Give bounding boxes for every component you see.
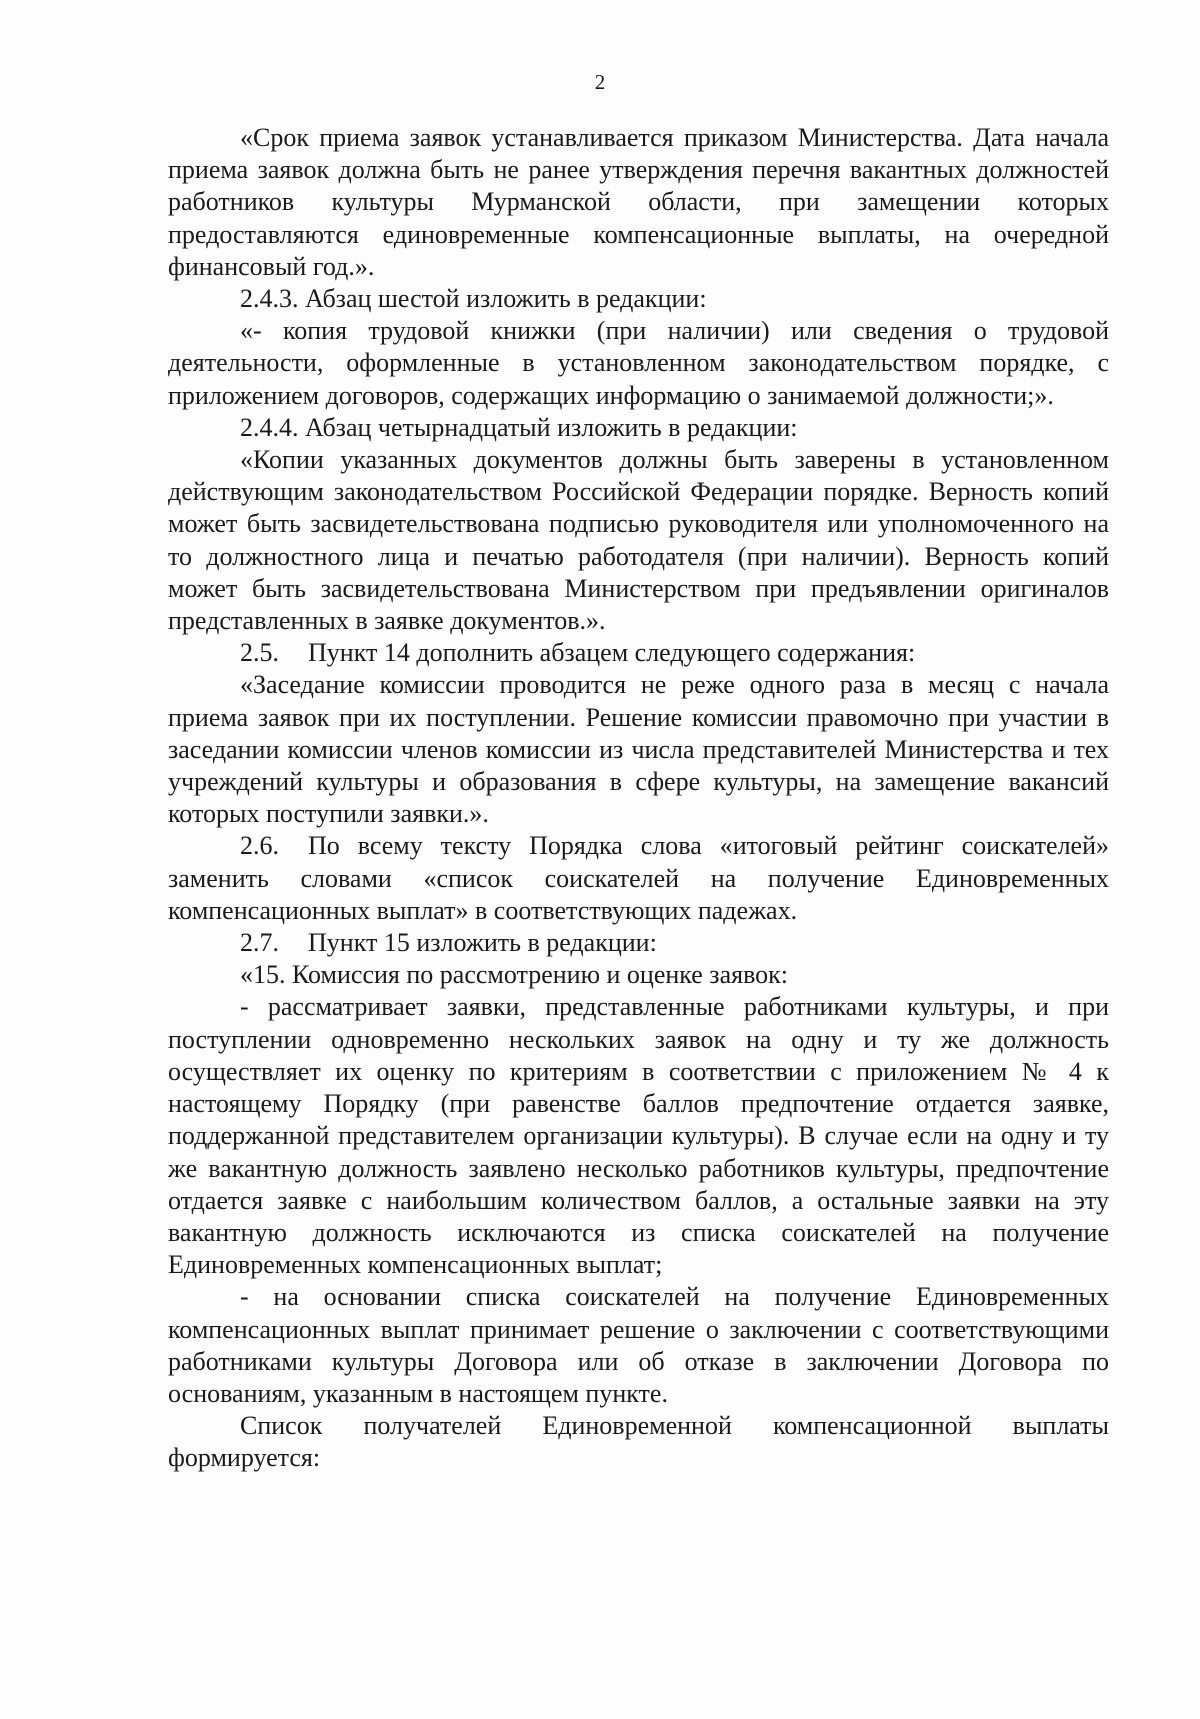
paragraph-2-7: 2.7. Пункт 15 изложить в редакции: xyxy=(168,927,1109,959)
paragraph-commission-meeting: «Заседание комиссии проводится не реже одного раза в месяц с начала приема заявок при их поступлении. Решение комиссии правомочно при участии в заседании комиссии членов комиссии из числа представителей Министерства и тех учреждений культуры и образования в сфере культуры, на замещение вакансий которых поступили заявки.». xyxy=(168,670,1109,829)
paragraph-2-6: 2.6. По всему тексту Порядка слова «итоговый рейтинг соискателей» заменить словами «список соискателей на получение Единовременных компенсационных выплат» в соответствующих падежах. xyxy=(168,831,1109,925)
paragraph-2-4-3: 2.4.3. Абзац шестой изложить в редакции: xyxy=(240,284,707,314)
clause-number: 2.7. xyxy=(240,928,279,958)
paragraph-document-copies: «Копии указанных документов должны быть заверены в установленном действующим законодательством Российской Федерации порядке. Верность копий может быть засвидетельствована подписью руководителя или уполномоченного на то должностного лица и печатью работодателя (при наличии). Верность копий может быть засвидетельствована Министерством при предъявлении оригиналов представленных в заявке документов.». xyxy=(168,445,1109,636)
paragraph-recipients-list: Список получателей Единовременной компенсационной выплаты формируется: xyxy=(168,1411,1109,1473)
page-number: 2 xyxy=(594,70,606,94)
paragraph-contract-decision: - на основании списка соискателей на получение Единовременных компенсационных выплат принимает решение о заключении с соответствующими работниками культуры Договора или об отказе в заключении Договора по основаниям, указанным в настоящем пункте. xyxy=(168,1282,1109,1408)
document-body xyxy=(168,122,1109,1475)
paragraph-employment-record: «- копия трудовой книжки (при наличии) или сведения о трудовой деятельности, оформленные в установленном законодательством порядке, с приложением договоров, содержащих информацию о занимаемой должности;». xyxy=(168,316,1109,410)
clause-number: 2.5. xyxy=(240,638,279,668)
paragraph-2-4-4: 2.4.4. Абзац четырнадцатый изложить в редакции: xyxy=(240,412,798,442)
paragraph-application-deadline: «Срок приема заявок устанавливается приказом Министерства. Дата начала приема заявок должна быть не ранее утверждения перечня вакантных должностей работников культуры Мурманской области, при замещении которых предоставляются единовременные компенсационные выплаты, на очередной финансовый год.». xyxy=(168,123,1109,281)
clause-number: 2.6. xyxy=(240,831,279,861)
paragraph-commission-15: «15. Комиссия по рассмотрению и оценке заявок: xyxy=(240,960,789,990)
paragraph-2-5: 2.5. Пункт 14 дополнить абзацем следующего содержания: xyxy=(168,637,1109,669)
paragraph-reviews-applications: - рассматривает заявки, представленные работниками культуры, и при поступлении одновременно нескольких заявок на одну и ту же должность осуществляет их оценку по критериям в соответствии с приложением № 4 к настоящему Порядку (при равенстве баллов предпочтение отдается заявке, поддержанной представителем организации культуры). В случае если на одну и ту же вакантную должность заявлено несколько работников культуры, предпочтение отдается заявке с наибольшим количеством баллов, а остальные заявки на эту вакантную должность исключаются из списка соискателей на получение Единовременных компенсационных выплат; xyxy=(168,992,1109,1280)
